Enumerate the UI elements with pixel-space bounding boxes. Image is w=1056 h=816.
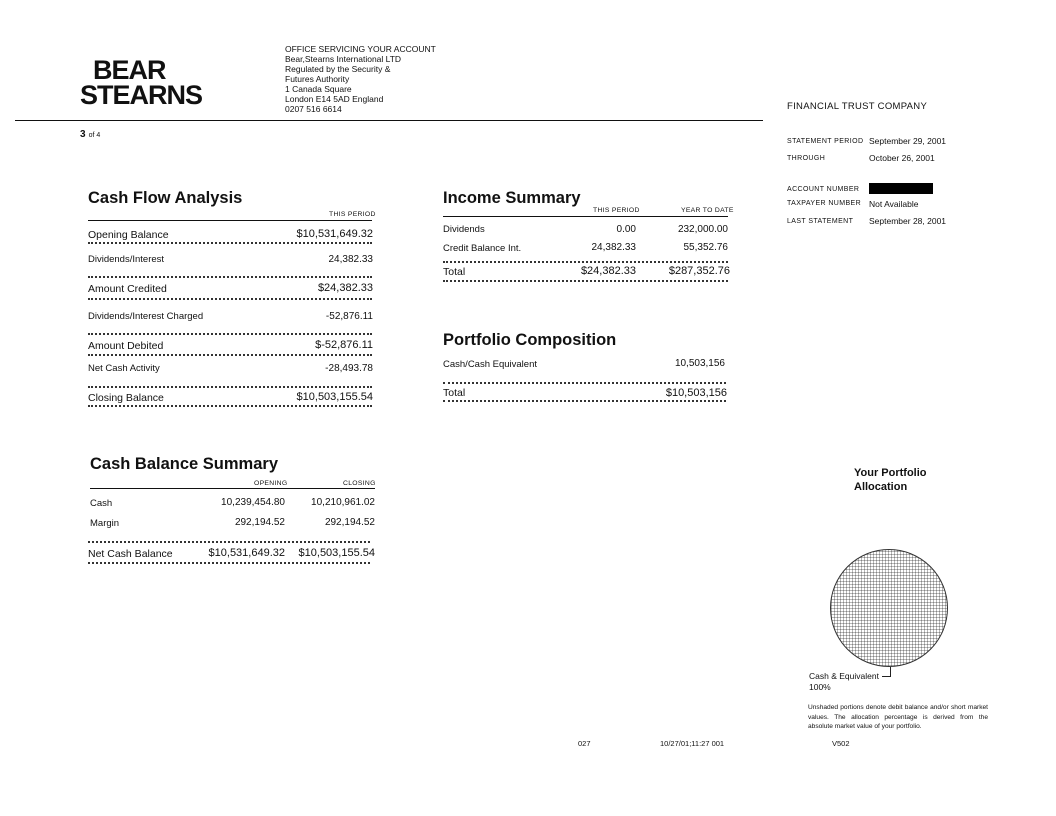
dotted-rule [88,405,372,407]
section-rule [443,216,728,217]
page-number [80,129,100,140]
company-name: FINANCIAL TRUST COMPANY [787,101,928,112]
header-rule [15,120,763,121]
last-statement-value: September 28, 2001 [869,216,947,226]
credit-balance-int-ytd: 55,352.76 [683,242,728,253]
dotted-rule [88,541,370,543]
last-statement-label: LAST STATEMENT [787,218,854,225]
cash-equivalent-value: 10,503,156 [674,358,725,369]
income-dividends-label: Dividends [443,224,485,235]
cash-flow-col-header: THIS PERIOD [329,211,376,218]
credit-balance-int-period: 24,382.33 [591,242,636,253]
cash-opening: 10,239,454.80 [221,497,285,508]
credit-balance-int-label: Credit Balance Int. [443,243,522,254]
footer-code: 027 [578,739,591,748]
office-line: Futures Authority [285,74,350,84]
section-rule [90,488,375,489]
dotted-rule [88,386,372,388]
cash-label: Cash [90,498,113,509]
dotted-rule [88,276,372,278]
closing-balance-label: Closing Balance [88,392,164,404]
bear-stearns-logo [80,55,203,110]
income-dividends-ytd: 232,000.00 [677,224,728,235]
income-col-year-to-date: YEAR TO DATE [681,207,734,214]
margin-closing: 292,194.52 [324,517,375,528]
net-cash-activity-value: -28,493.78 [325,363,373,374]
cash-closing: 10,210,961.02 [311,497,375,508]
statement-period-label: STATEMENT PERIOD [787,138,864,145]
allocation-pie-cash-equivalent-slice [830,549,948,667]
net-cash-balance-closing: $10,503,155.54 [298,547,375,559]
pie-slice-percent: 100% [809,682,831,692]
income-total-label: Total [443,266,466,278]
office-line: Regulated by the Security & [285,64,391,74]
dividends-interest-value: 24,382.33 [328,254,373,265]
opening-balance-value: $10,531,649.32 [296,228,373,240]
office-line: 1 Canada Square [285,84,352,94]
allocation-title-line-2: Allocation [854,481,908,493]
cash-balance-title: Cash Balance Summary [90,455,279,473]
pie-slice-label [809,671,879,693]
dotted-rule [88,333,372,335]
section-rule [88,220,372,221]
dividends-interest-charged-label: Dividends/Interest Charged [88,311,204,322]
portfolio-total-label: Total [443,387,466,399]
dividends-interest-label: Dividends/Interest [88,254,165,265]
closing-balance-value: $10,503,155.54 [296,391,373,403]
net-cash-balance-label: Net Cash Balance [88,548,173,560]
account-number-label: ACCOUNT NUMBER [787,186,860,193]
redacted-account-number [869,183,933,194]
dotted-rule [443,280,728,282]
logo-line-2: STEARNS [80,80,203,110]
dividends-interest-charged-value: -52,876.11 [325,311,373,322]
pie-slice-name: Cash & Equivalent [809,671,879,681]
pie-leader-line [882,667,891,677]
taxpayer-number-label: TAXPAYER NUMBER [787,200,862,207]
through-label: THROUGH [787,155,826,162]
office-address-block [285,44,436,114]
through-value: October 26, 2001 [869,153,935,163]
net-cash-activity-label: Net Cash Activity [88,363,160,374]
office-line: London E14 5AD England [285,94,384,104]
logo-line-1: BEAR [93,55,166,85]
amount-debited-label: Amount Debited [88,340,164,352]
dotted-rule [443,382,726,384]
amount-credited-value: $24,382.33 [317,282,373,294]
amount-credited-label: Amount Credited [88,283,167,295]
dotted-rule [443,261,728,263]
margin-label: Margin [90,518,120,529]
income-summary-title: Income Summary [443,189,581,207]
amount-debited-value: $-52,876.11 [315,339,373,351]
allocation-disclaimer: Unshaded portions denote debit balance and/or short market values. The allocation percentage is derived from the absolute market value of your portfolio. [808,704,988,731]
office-line: Bear,Stearns International LTD [285,54,402,64]
dotted-rule [88,562,370,564]
cash-equivalent-label: Cash/Cash Equivalent [443,359,537,370]
statement-period-value: September 29, 2001 [869,136,947,146]
dotted-rule [88,242,372,244]
footer-datetime: 10/27/01;11:27 001 [660,739,725,748]
net-cash-balance-opening: $10,531,649.32 [208,547,285,559]
footer-version: V502 [832,739,850,748]
income-total-period: $24,382.33 [580,265,636,277]
dotted-rule [443,400,726,402]
cash-flow-title: Cash Flow Analysis [88,189,243,207]
portfolio-total-value: $10,503,156 [665,387,727,399]
allocation-title-line-1: Your Portfolio [854,467,927,479]
dotted-rule [88,354,372,356]
income-total-ytd: $287,352.76 [668,265,730,277]
cash-balance-col-opening: OPENING [254,480,288,487]
cash-balance-col-closing: CLOSING [343,480,376,487]
allocation-title [854,466,927,494]
office-line: OFFICE SERVICING YOUR ACCOUNT [285,44,436,54]
page-total: of 4 [88,132,101,139]
opening-balance-label: Opening Balance [88,229,169,241]
office-line: 0207 516 6614 [285,104,342,114]
income-dividends-period: 0.00 [616,224,636,235]
income-col-this-period: THIS PERIOD [593,207,640,214]
taxpayer-number-value: Not Available [869,199,919,209]
page-current: 3 [80,129,86,140]
dotted-rule [88,298,372,300]
portfolio-composition-title: Portfolio Composition [443,331,617,349]
margin-opening: 292,194.52 [234,517,285,528]
